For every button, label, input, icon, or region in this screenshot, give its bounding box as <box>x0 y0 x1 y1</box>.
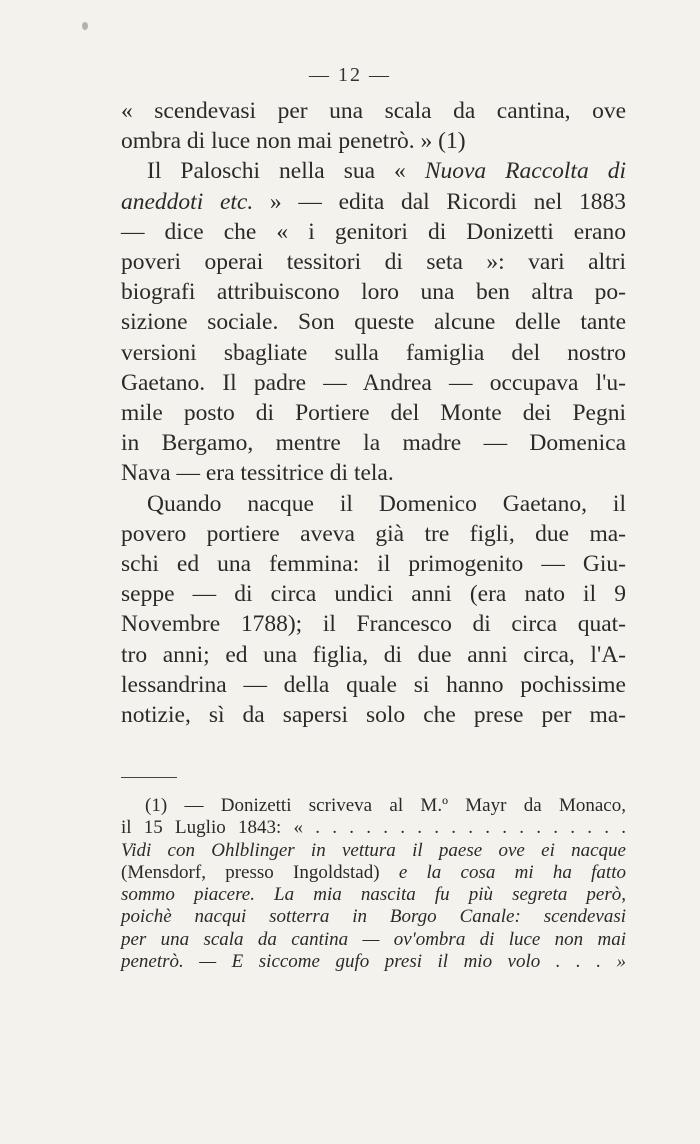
text-line: notizie, sì da sapersi solo che prese per ma- <box>121 702 626 729</box>
text-line: Nava — era tessitrice di tela. <box>121 460 394 487</box>
text-line: schi ed una femmina: il primogenito — Giu- <box>121 551 626 578</box>
text-line: Gaetano. Il padre — Andrea — occupava l'u- <box>121 369 626 396</box>
footnote-line: penetrò. — E siccome gufo presi il mio volo . . . » <box>121 951 626 973</box>
text-segment: e la cosa mi ha fatto <box>398 861 626 883</box>
text-line <box>121 187 626 217</box>
book-title: Nuova Raccolta di <box>424 158 626 185</box>
paper-spot <box>82 22 88 30</box>
text-line: Quando nacque il Domenico Gaetano, il <box>147 490 626 517</box>
footnote-line: sommo piacere. La mia nascita fu più segreta però, <box>121 884 626 906</box>
text-segment: (Mensdorf, presso Ingoldstad) <box>121 861 399 883</box>
text-line: in Bergamo, mentre la madre — Domenica <box>121 430 626 457</box>
text-line: biografi attribuiscono loro una ben altra po- <box>121 279 626 306</box>
text-segment: » — edita dal Ricordi nel 1883 <box>253 188 626 215</box>
page-number: — 12 — <box>309 64 391 86</box>
footnote-rule <box>121 777 177 778</box>
text-segment: Il Paloschi nella sua « <box>147 158 425 185</box>
text-line: Novembre 1788); il Francesco di circa quat- <box>121 611 626 638</box>
footnote-line: Vidi con Ohlblinger in vettura il paese ove ei nacque <box>121 839 626 861</box>
footnote-line: per una scala da cantina — ov'ombra di luce non mai <box>121 928 626 950</box>
text-line: sizione sociale. Son queste alcune delle tante <box>121 309 626 336</box>
footnote-line: (1) — Donizetti scriveva al M.º Mayr da Monaco, <box>145 795 626 816</box>
text-line: poveri operai tessitori di seta »: vari altri <box>121 249 626 276</box>
text-line: « scendevasi per una scala da cantina, ove <box>121 98 626 124</box>
book-title: aneddoti etc. <box>121 188 254 215</box>
text-line: lessandrina — della quale si hanno pochissime <box>121 671 626 698</box>
text-line: mile posto di Portiere del Monte dei Pegni <box>121 400 626 427</box>
footnote-line <box>121 862 626 884</box>
text-line: povero portiere aveva già tre figli, due ma- <box>121 520 626 547</box>
body-text <box>121 96 626 730</box>
footnote-line: poichè nacqui sotterra in Borgo Canale: scendevasi <box>121 906 626 928</box>
text-line: — dice che « i genitori di Donizetti erano <box>121 218 626 245</box>
footnote <box>121 795 626 973</box>
text-line: seppe — di circa undici anni (era nato il 9 <box>121 581 626 608</box>
text-line: versioni sbagliate sulla famiglia del nostro <box>121 339 626 366</box>
text-line: tro anni; ed una figlia, di due anni circa, l'A- <box>121 641 626 668</box>
text-line <box>121 156 626 186</box>
footnote-line: il 15 Luglio 1843: « . . . . . . . . . . . . . . . . . . . <box>121 817 626 839</box>
text-line: ombra di luce non mai penetrò. » (1) <box>121 128 466 155</box>
